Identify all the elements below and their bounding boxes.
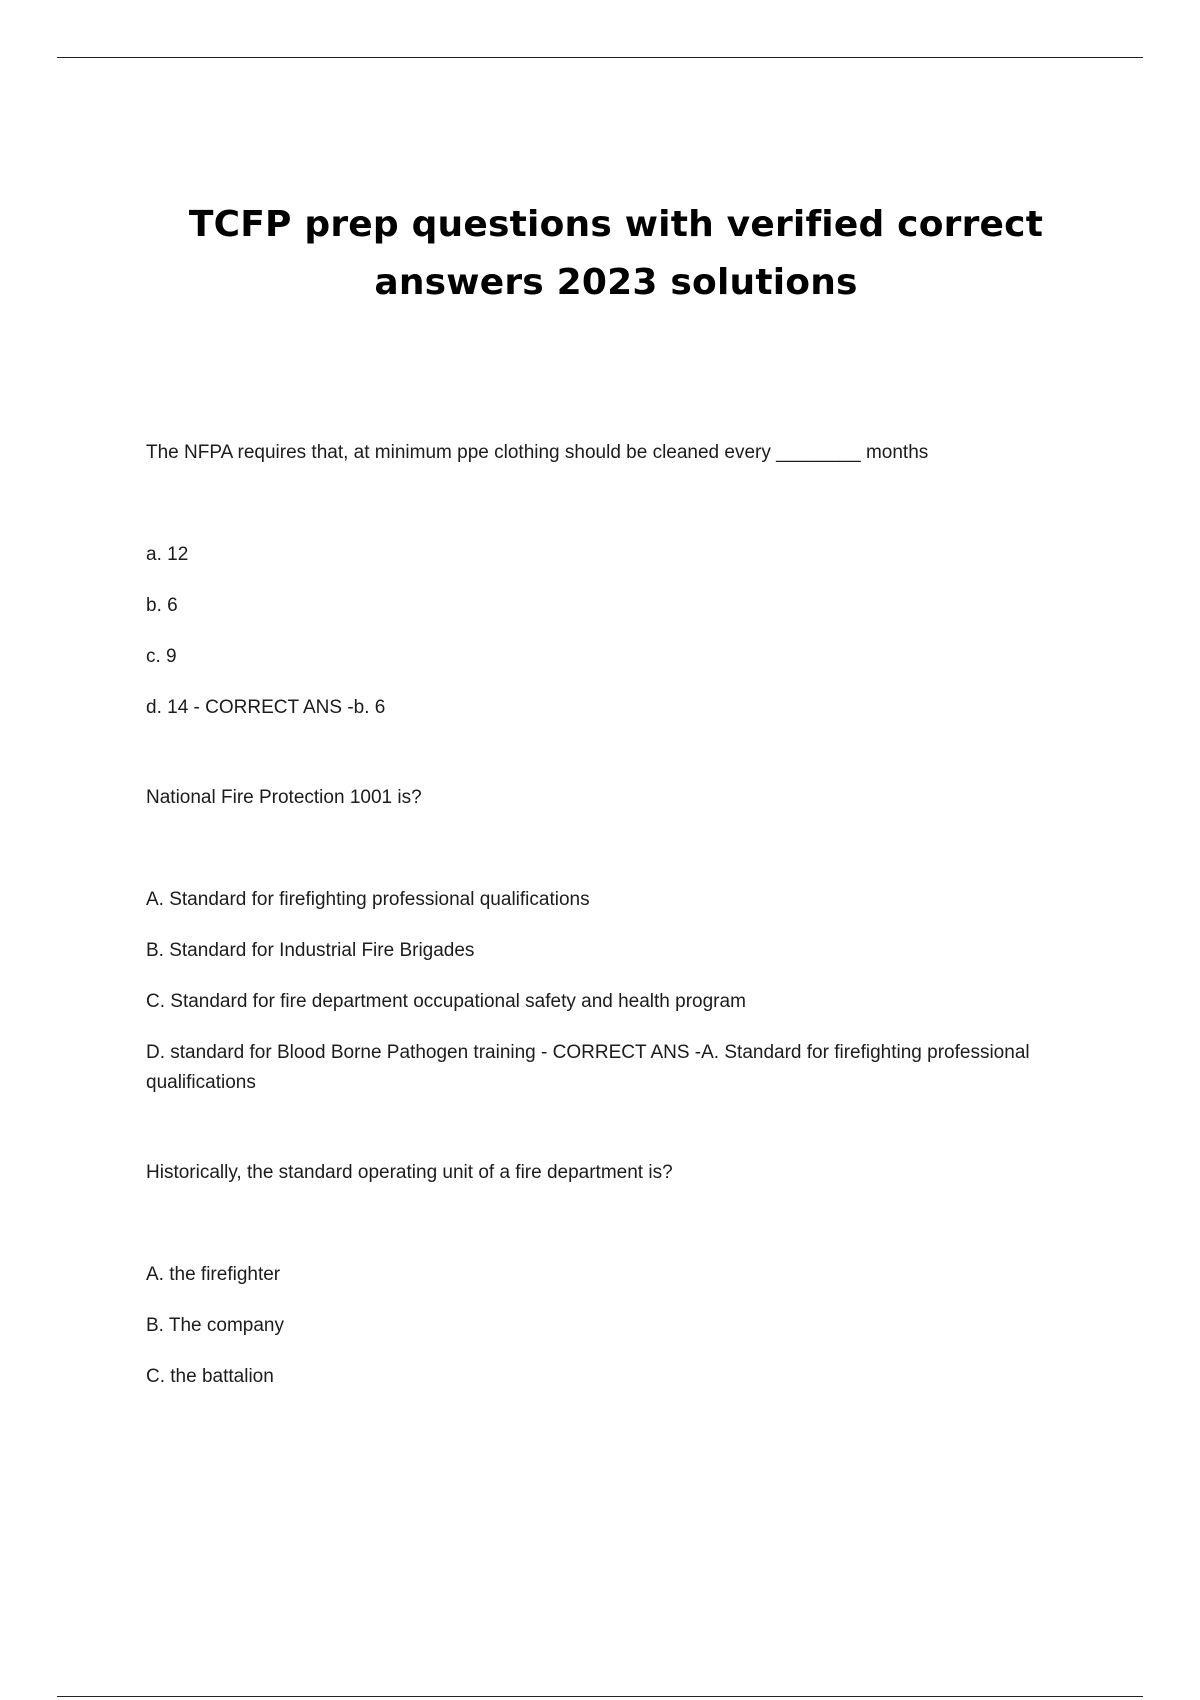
option-item: b. 6 <box>146 595 178 616</box>
question-block <box>146 1158 1086 1392</box>
option-item-answer: d. 14 - CORRECT ANS -b. 6 <box>146 697 386 718</box>
question-text: Historically, the standard operating unit of a fire department is? <box>146 1162 673 1183</box>
title-line-1: TCFP prep questions with verified correct <box>188 204 1044 245</box>
title-line-2: answers 2023 solutions <box>374 262 858 303</box>
option-item-answer: D. standard for Blood Borne Pathogen training - CORRECT ANS -A. Standard for firefighting professional qualifications <box>146 1042 1030 1093</box>
option-item: a. 12 <box>146 544 189 565</box>
option-list <box>146 540 1086 723</box>
option-list <box>146 885 1086 1098</box>
option-list <box>146 1260 1086 1392</box>
option-item: B. The company <box>146 1315 285 1336</box>
question-block <box>146 438 1086 723</box>
option-item: B. Standard for Industrial Fire Brigades <box>146 940 475 961</box>
question-text: National Fire Protection 1001 is? <box>146 787 422 808</box>
option-item: C. the battalion <box>146 1366 274 1387</box>
question-block <box>146 783 1086 1098</box>
document-title <box>120 196 1112 312</box>
questions-content <box>146 438 1086 1413</box>
header-rule <box>57 57 1143 58</box>
option-item: c. 9 <box>146 646 177 667</box>
option-item: A. Standard for firefighting professional qualifications <box>146 889 590 910</box>
footer-rule <box>57 1696 1143 1697</box>
option-item: A. the firefighter <box>146 1264 281 1285</box>
option-item: C. Standard for fire department occupational safety and health program <box>146 991 746 1012</box>
question-text: The NFPA requires that, at minimum ppe clothing should be cleaned every ________ months <box>146 442 929 463</box>
